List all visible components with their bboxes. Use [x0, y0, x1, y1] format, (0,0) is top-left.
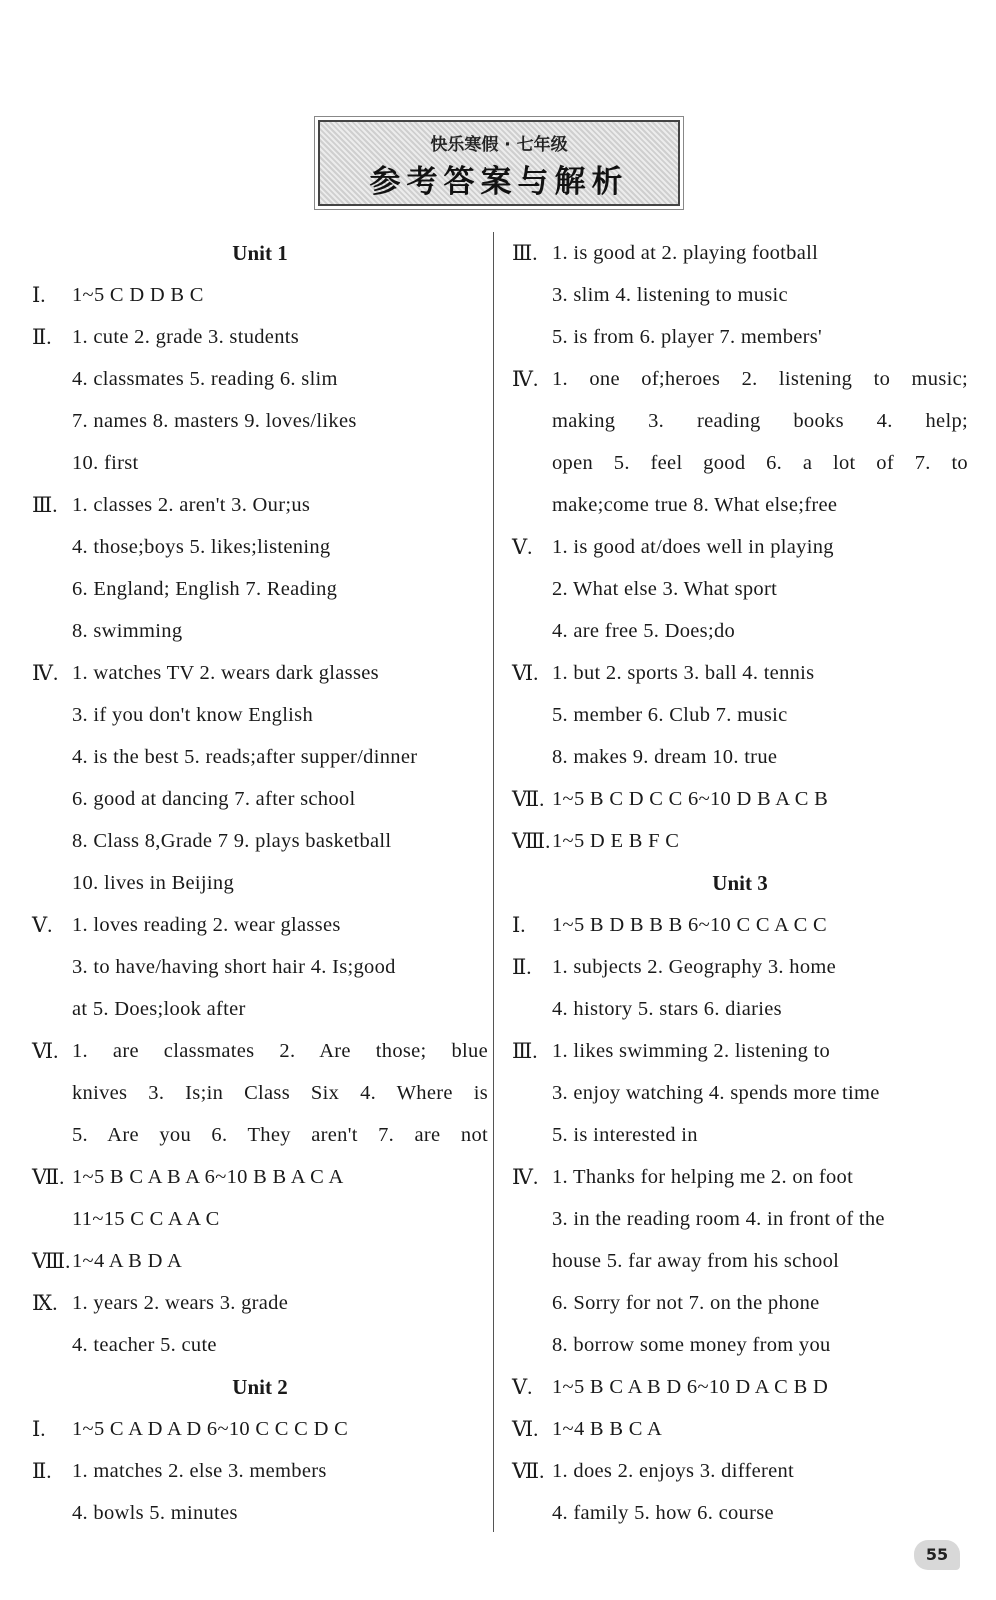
- answer-line: [512, 946, 968, 988]
- section-numeral: Ⅴ.: [512, 1375, 533, 1399]
- answer-text: 1. is good at/does well in playing: [552, 536, 834, 558]
- answer-text: 8. borrow some money from you: [552, 1334, 831, 1356]
- answer-line: [32, 694, 488, 736]
- answer-line: [512, 484, 968, 526]
- answer-text: 3. to have/having short hair 4. Is;good: [72, 956, 396, 978]
- answer-line: [32, 526, 488, 568]
- answer-line: [512, 694, 968, 736]
- answer-text: 3. if you don't know English: [72, 704, 314, 726]
- section-numeral: Ⅰ.: [32, 1417, 46, 1441]
- answer-text: 1. watches TV 2. wears dark glasses: [72, 662, 379, 684]
- answer-text: 3. enjoy watching 4. spends more time: [552, 1082, 880, 1104]
- section-numeral: Ⅰ.: [512, 913, 526, 937]
- answer-line: [32, 1450, 488, 1492]
- answer-line: [512, 820, 968, 862]
- answer-text: 10. first: [72, 452, 139, 474]
- answer-line: [32, 1324, 488, 1366]
- answer-line: [512, 1324, 968, 1366]
- page-number: 55: [914, 1540, 960, 1570]
- answer-text: 8. swimming: [72, 620, 183, 642]
- answer-line: [32, 1198, 488, 1240]
- answer-line: [32, 568, 488, 610]
- section-numeral: Ⅸ.: [32, 1291, 58, 1315]
- section-numeral: Ⅴ.: [32, 913, 53, 937]
- answer-text: 3. in the reading room 4. in front of the: [552, 1208, 885, 1230]
- section-numeral: Ⅱ.: [32, 1459, 52, 1483]
- section-numeral: Ⅲ.: [512, 1039, 538, 1063]
- answer-text: 1. Thanks for helping me 2. on foot: [552, 1166, 854, 1188]
- answer-line: [512, 358, 968, 400]
- answer-text: 4. bowls 5. minutes: [72, 1502, 238, 1524]
- answer-line: [512, 778, 968, 820]
- answer-text: 1. likes swimming 2. listening to: [552, 1040, 831, 1062]
- section-numeral: Ⅱ.: [32, 325, 52, 349]
- section-numeral: Ⅲ.: [512, 241, 538, 265]
- answer-text: 1~5 B C A B A 6~10 B B A C A: [72, 1166, 344, 1188]
- answer-text: 1. is good at 2. playing football: [552, 242, 819, 264]
- answer-text: 1. does 2. enjoys 3. different: [552, 1460, 795, 1482]
- section-numeral: Ⅳ.: [512, 367, 539, 391]
- answer-text: 4. teacher 5. cute: [72, 1334, 217, 1356]
- answer-line: [32, 1072, 488, 1114]
- answer-text: 8. makes 9. dream 10. true: [552, 746, 778, 768]
- answer-text: 5. is interested in: [552, 1124, 698, 1146]
- answer-text: 1~4 B B C A: [552, 1418, 663, 1440]
- answer-text: make;come true 8. What else;free: [552, 494, 838, 516]
- answer-line: [512, 274, 968, 316]
- answer-text: 11~15 C C A A C: [72, 1208, 220, 1230]
- answer-text: 1~5 B D B B B 6~10 C C A C C: [552, 914, 827, 936]
- answer-line: [32, 736, 488, 778]
- answer-text: 4. is the best 5. reads;after supper/dinner: [72, 746, 418, 768]
- answer-line: [512, 1366, 968, 1408]
- answer-text: 10. lives in Beijing: [72, 872, 235, 894]
- answer-line: [32, 652, 488, 694]
- answer-line: [32, 1240, 488, 1282]
- answer-text: 2. What else 3. What sport: [552, 578, 778, 600]
- answer-text: 1. years 2. wears 3. grade: [72, 1292, 289, 1314]
- answer-text: 1. matches 2. else 3. members: [72, 1460, 327, 1482]
- answer-text: 7. names 8. masters 9. loves/likes: [72, 410, 357, 432]
- answer-text: 1~5 C D D B C: [72, 284, 204, 306]
- section-numeral: Ⅶ.: [512, 1459, 545, 1483]
- section-numeral: Ⅳ.: [32, 661, 59, 685]
- answer-line: [32, 610, 488, 652]
- answer-text: making 3. reading books 4. help;: [552, 410, 968, 432]
- answer-line: [512, 232, 968, 274]
- answer-text: knives 3. Is;in Class Six 4. Where is: [72, 1082, 488, 1104]
- section-numeral: Ⅵ.: [32, 1039, 59, 1063]
- answer-text: 5. member 6. Club 7. music: [552, 704, 788, 726]
- unit-heading: Unit 1: [232, 241, 288, 265]
- answer-line: [512, 988, 968, 1030]
- answer-text: 6. good at dancing 7. after school: [72, 788, 356, 810]
- right-answer-column: [512, 232, 968, 1534]
- answer-line: [32, 1408, 488, 1450]
- answer-line: [512, 442, 968, 484]
- section-numeral: Ⅳ.: [512, 1165, 539, 1189]
- answer-line: [512, 1198, 968, 1240]
- answer-line: [512, 610, 968, 652]
- answer-line: [512, 1030, 968, 1072]
- header-title: 参考答案与解析: [369, 164, 629, 200]
- answer-text: 1. classes 2. aren't 3. Our;us: [72, 494, 311, 516]
- answer-line: [32, 1030, 488, 1072]
- answer-line: [512, 736, 968, 778]
- answer-line: [512, 1450, 968, 1492]
- answer-text: 4. family 5. how 6. course: [552, 1502, 774, 1524]
- answer-line: [32, 316, 488, 358]
- answer-text: 1. subjects 2. Geography 3. home: [552, 956, 837, 978]
- section-numeral: Ⅵ.: [512, 1417, 539, 1441]
- answer-line: [512, 652, 968, 694]
- answer-text: at 5. Does;look after: [72, 998, 246, 1020]
- answer-text: 4. are free 5. Does;do: [552, 620, 736, 642]
- answer-line: [512, 1156, 968, 1198]
- answer-line: [512, 1408, 968, 1450]
- answer-line: [512, 1114, 968, 1156]
- answer-text: 1. cute 2. grade 3. students: [72, 326, 300, 348]
- answer-text: 4. those;boys 5. likes;listening: [72, 536, 331, 558]
- answer-line: [512, 1282, 968, 1324]
- answer-text: 1~5 B C A B D 6~10 D A C B D: [552, 1376, 829, 1398]
- answer-line: [512, 1492, 968, 1534]
- answer-line: [32, 946, 488, 988]
- answer-text: 5. is from 6. player 7. members': [552, 326, 823, 348]
- answer-line: [32, 1156, 488, 1198]
- section-numeral: Ⅵ.: [512, 661, 539, 685]
- column-divider: [493, 232, 494, 1532]
- answer-text: 4. history 5. stars 6. diaries: [552, 998, 782, 1020]
- section-numeral: Ⅰ.: [32, 283, 46, 307]
- answer-line: [512, 316, 968, 358]
- answer-text: open 5. feel good 6. a lot of 7. to: [552, 452, 968, 474]
- answer-line: [512, 1072, 968, 1114]
- section-numeral: Ⅷ.: [32, 1249, 71, 1273]
- answer-line: [512, 400, 968, 442]
- section-numeral: Ⅷ.: [512, 829, 551, 853]
- answer-line: [32, 358, 488, 400]
- answer-line: [512, 568, 968, 610]
- answer-text: 1. loves reading 2. wear glasses: [72, 914, 341, 936]
- answer-line: [512, 526, 968, 568]
- left-answer-column: [32, 232, 488, 1534]
- unit-heading: Unit 3: [712, 871, 768, 895]
- answer-text: 1. one of;heroes 2. listening to music;: [552, 368, 968, 390]
- answer-line: [32, 862, 488, 904]
- answer-line: [32, 988, 488, 1030]
- answer-text: house 5. far away from his school: [552, 1250, 840, 1272]
- answer-text: 1~5 B C D C C 6~10 D B A C B: [552, 788, 829, 810]
- answer-line: [32, 1282, 488, 1324]
- answer-text: 6. Sorry for not 7. on the phone: [552, 1292, 820, 1314]
- answer-line: [32, 778, 488, 820]
- answer-line: [32, 904, 488, 946]
- unit-heading: Unit 2: [232, 1375, 288, 1399]
- answer-text: 4. classmates 5. reading 6. slim: [72, 368, 338, 390]
- answer-line: [32, 400, 488, 442]
- answer-text: 1~5 C A D A D 6~10 C C C D C: [72, 1418, 349, 1440]
- answer-text: 3. slim 4. listening to music: [552, 284, 788, 306]
- answer-text: 1. but 2. sports 3. ball 4. tennis: [552, 662, 815, 684]
- answer-line: [512, 1240, 968, 1282]
- answer-line: [32, 484, 488, 526]
- answer-text: 1~5 D E B F C: [552, 830, 680, 852]
- answer-text: 6. England; English 7. Reading: [72, 578, 338, 600]
- answer-text: 5. Are you 6. They aren't 7. are not: [72, 1124, 488, 1146]
- answer-text: 8. Class 8,Grade 7 9. plays basketball: [72, 830, 392, 852]
- header-subtitle: 快乐寒假 · 七年级: [430, 135, 568, 155]
- answer-line: [512, 904, 968, 946]
- section-numeral: Ⅶ.: [512, 787, 545, 811]
- answer-text: 1. are classmates 2. Are those; blue: [72, 1040, 488, 1062]
- answer-line: [32, 1492, 488, 1534]
- section-numeral: Ⅶ.: [32, 1165, 65, 1189]
- answer-line: [32, 442, 488, 484]
- section-numeral: Ⅱ.: [512, 955, 532, 979]
- answer-line: [32, 274, 488, 316]
- answer-line: [32, 1114, 488, 1156]
- answer-text: 1~4 A B D A: [72, 1250, 183, 1272]
- answer-line: [32, 820, 488, 862]
- header-banner: [318, 120, 680, 206]
- section-numeral: Ⅲ.: [32, 493, 58, 517]
- section-numeral: Ⅴ.: [512, 535, 533, 559]
